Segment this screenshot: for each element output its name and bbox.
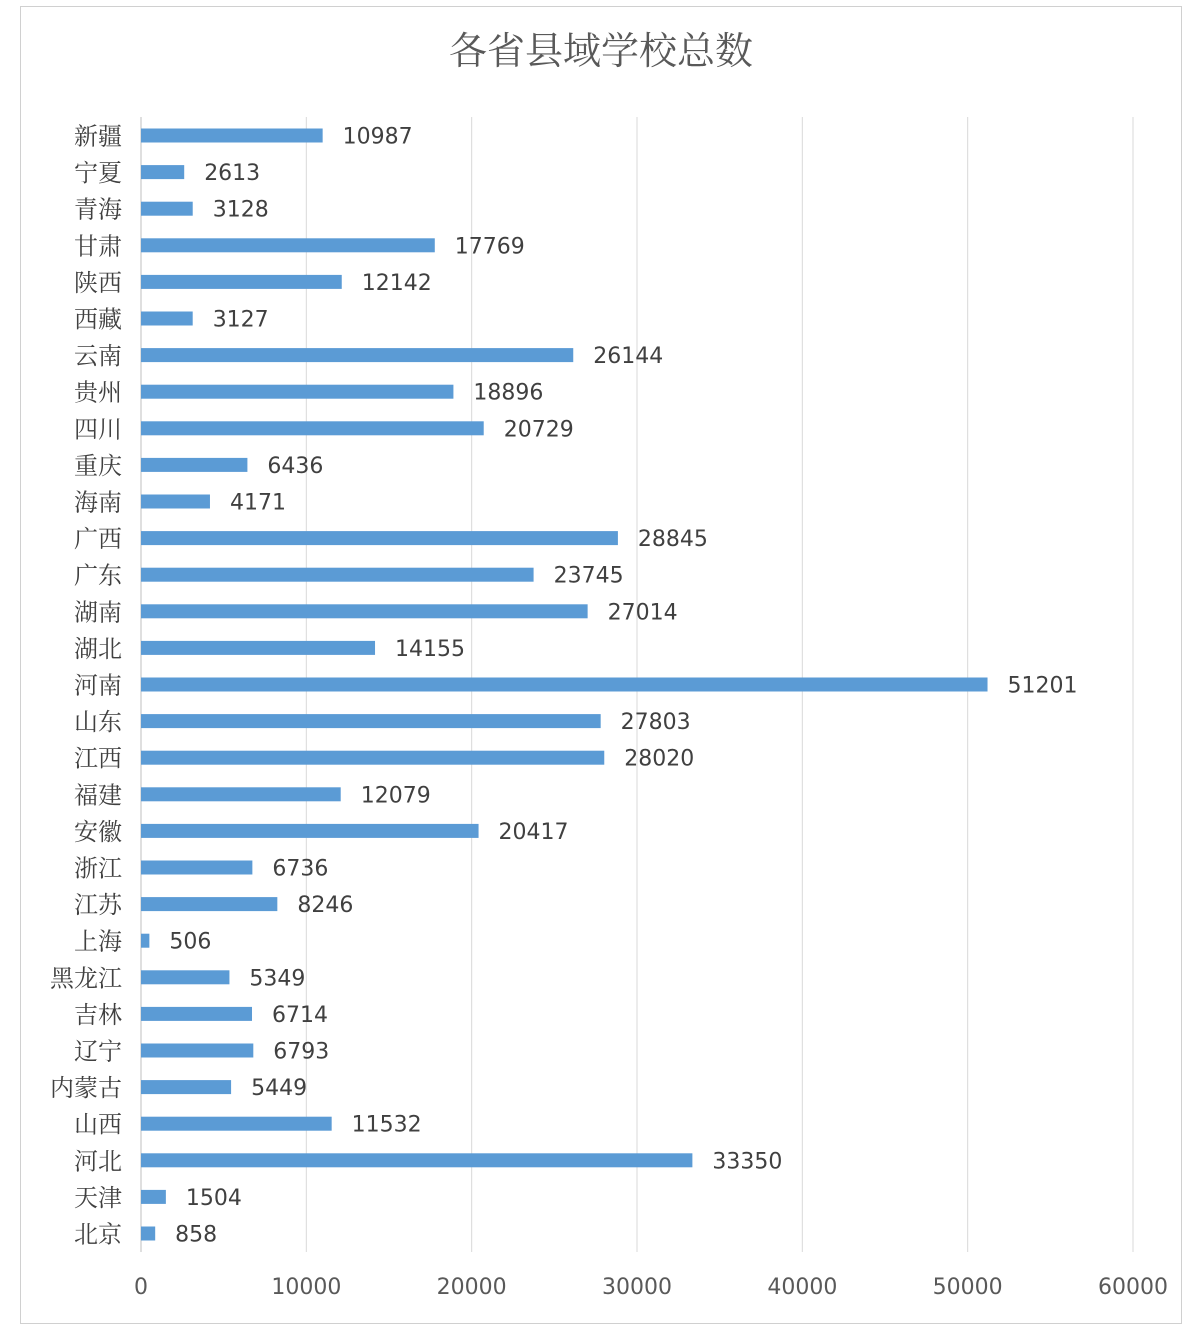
bar bbox=[141, 165, 184, 179]
data-label: 11532 bbox=[351, 1112, 422, 1138]
category-label: 广东 bbox=[74, 561, 122, 590]
bars bbox=[141, 129, 988, 1241]
data-label: 858 bbox=[175, 1222, 218, 1248]
bar bbox=[141, 421, 484, 435]
bar bbox=[141, 531, 618, 545]
data-label: 27803 bbox=[620, 710, 691, 736]
category-label: 青海 bbox=[74, 195, 122, 224]
bar bbox=[141, 641, 375, 655]
bar bbox=[141, 238, 435, 252]
category-label: 宁夏 bbox=[74, 159, 122, 188]
data-label: 28845 bbox=[637, 527, 708, 553]
x-tick-label: 20000 bbox=[436, 1275, 507, 1300]
data-label: 6436 bbox=[267, 453, 324, 479]
data-label: 33350 bbox=[712, 1149, 783, 1175]
bar bbox=[141, 604, 588, 618]
bar bbox=[141, 787, 341, 801]
category-label: 河北 bbox=[74, 1147, 122, 1176]
category-label: 广西 bbox=[74, 525, 122, 554]
category-label: 浙江 bbox=[74, 854, 122, 883]
data-label: 6793 bbox=[273, 1039, 330, 1065]
data-label: 1504 bbox=[185, 1185, 242, 1211]
category-label: 海南 bbox=[74, 488, 122, 517]
x-tick-label: 30000 bbox=[602, 1275, 672, 1300]
bar bbox=[141, 897, 277, 911]
data-label: 20729 bbox=[503, 417, 574, 443]
bar bbox=[141, 1080, 231, 1094]
category-label: 湖南 bbox=[74, 598, 122, 627]
category-label: 黑龙江 bbox=[50, 964, 122, 993]
bar bbox=[141, 495, 210, 509]
x-tick-label: 0 bbox=[134, 1275, 148, 1300]
category-label: 吉林 bbox=[74, 1000, 122, 1029]
bar bbox=[141, 1190, 166, 1204]
category-label: 新疆 bbox=[74, 122, 122, 151]
bar bbox=[141, 1153, 692, 1167]
category-label: 陕西 bbox=[74, 268, 122, 297]
x-tick-label: 50000 bbox=[932, 1275, 1003, 1300]
data-label: 3127 bbox=[212, 307, 269, 333]
data-label: 18896 bbox=[473, 380, 544, 406]
data-label: 27014 bbox=[607, 600, 678, 626]
category-label: 河南 bbox=[74, 671, 122, 700]
category-label: 云南 bbox=[74, 342, 122, 371]
bar bbox=[141, 129, 323, 143]
data-label: 5449 bbox=[251, 1076, 308, 1102]
category-label: 天津 bbox=[74, 1183, 122, 1212]
bar bbox=[141, 824, 479, 838]
chart-title: 各省县域学校总数 bbox=[448, 29, 754, 73]
data-label: 8246 bbox=[297, 893, 354, 919]
data-label: 5349 bbox=[249, 966, 306, 992]
data-label: 12142 bbox=[361, 270, 432, 296]
data-label: 14155 bbox=[395, 636, 466, 662]
category-label: 山西 bbox=[74, 1110, 122, 1139]
x-tick-label: 10000 bbox=[271, 1275, 342, 1300]
category-label: 西藏 bbox=[74, 305, 122, 334]
category-label: 安徽 bbox=[74, 817, 122, 846]
data-label: 6714 bbox=[272, 1002, 329, 1028]
bar bbox=[141, 385, 453, 399]
data-label: 4171 bbox=[229, 490, 286, 516]
data-label: 2613 bbox=[204, 161, 261, 187]
bar bbox=[141, 751, 604, 765]
bar bbox=[141, 714, 601, 728]
data-label: 51201 bbox=[1007, 673, 1078, 699]
data-label: 12079 bbox=[360, 783, 431, 809]
data-label: 26144 bbox=[593, 344, 664, 370]
data-label: 28020 bbox=[624, 746, 695, 772]
data-label: 10987 bbox=[342, 124, 413, 150]
bar bbox=[141, 1117, 332, 1131]
category-label: 内蒙古 bbox=[50, 1074, 122, 1103]
category-label: 福建 bbox=[74, 781, 122, 810]
bar bbox=[141, 1044, 253, 1058]
category-label: 江西 bbox=[74, 744, 122, 773]
x-tick-label: 60000 bbox=[1098, 1275, 1168, 1300]
bar bbox=[141, 348, 573, 362]
bar bbox=[141, 458, 247, 472]
bar bbox=[141, 275, 342, 289]
data-label: 23745 bbox=[553, 563, 624, 589]
category-label: 山东 bbox=[74, 708, 122, 737]
bar bbox=[141, 1227, 155, 1241]
bar bbox=[141, 1007, 252, 1021]
category-label: 辽宁 bbox=[74, 1037, 122, 1066]
bar bbox=[141, 861, 252, 875]
bar bbox=[141, 970, 229, 984]
category-label: 北京 bbox=[74, 1220, 122, 1249]
category-label: 甘肃 bbox=[74, 232, 122, 261]
x-tick-label: 40000 bbox=[767, 1275, 838, 1300]
category-label: 贵州 bbox=[74, 378, 122, 407]
data-label: 506 bbox=[169, 929, 212, 955]
data-label: 6736 bbox=[272, 856, 329, 882]
category-label: 上海 bbox=[74, 927, 122, 956]
data-label: 3128 bbox=[212, 197, 269, 223]
data-label: 17769 bbox=[454, 234, 525, 260]
bar bbox=[141, 568, 534, 582]
category-label: 湖北 bbox=[74, 634, 122, 663]
category-label: 四川 bbox=[74, 415, 122, 444]
category-label: 江苏 bbox=[74, 891, 122, 920]
bar bbox=[141, 934, 149, 948]
bar bbox=[141, 202, 193, 216]
data-label: 20417 bbox=[498, 819, 569, 845]
bar bbox=[141, 678, 988, 692]
category-label: 重庆 bbox=[74, 451, 122, 480]
bar bbox=[141, 312, 193, 326]
